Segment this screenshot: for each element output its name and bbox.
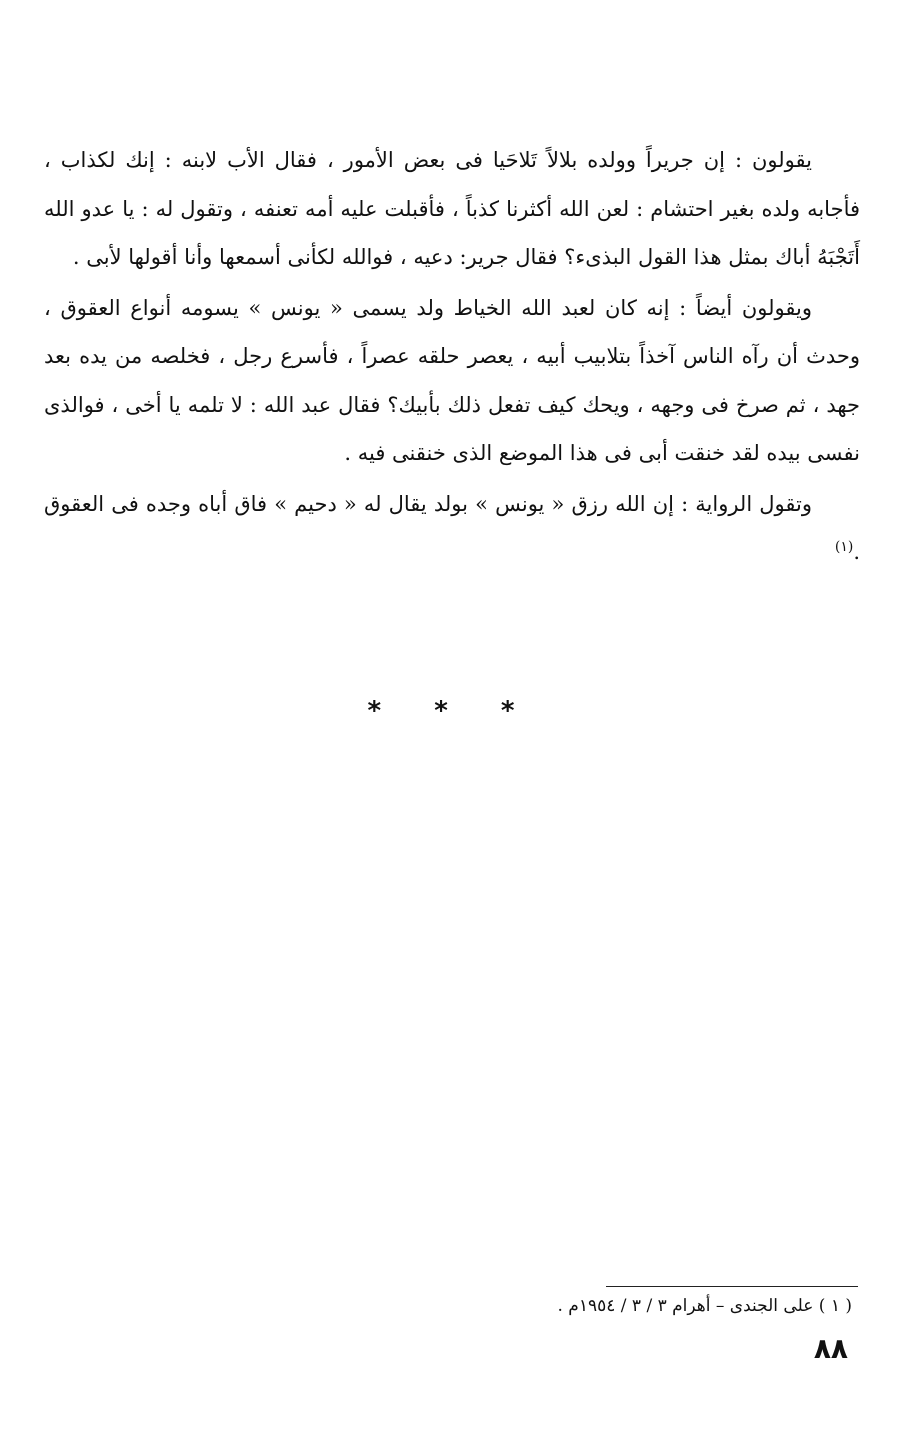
paragraph-abdullah-alkhayyat: ويقولون أيضاً : إنه كان لعبد الله الخياط ولد يسمى « يونس » يسومه أنواع العقوق ، وحدث أن رآه الناس آخذاً بتلابيب أبيه ، يعصر حلقه عصراً ، فأسرع رجل ، فخلصه من يده بعد جهد ، ثم صرخ فى وجهه ، ويحك كيف تفعل ذلك بأبيك؟ فقال عبد الله : لا تلمه يا أخى ، فوالذى نفسى بيده لقد خنقت أبى فى هذا الموضع الذى خنقنى فيه . [44,295,860,465]
footnote-divider [606,1286,858,1287]
paragraph-riwaya-text: وتقول الرواية : إن الله رزق « يونس » بولد يقال له « دحيم » فاق أباه وجده فى العقوق . [44,491,860,564]
section-separator: * * * [367,696,537,726]
body-text [44,136,860,577]
footnote-reference[interactable]: (١) [834,539,854,555]
paragraph-riwaya [44,480,860,577]
page-number: ٨٨ [813,1332,848,1365]
paragraph-jarir: يقولون : إن جريراً وولده بلالاً تَلاحَيا فى بعض الأمور ، فقال الأب لابنه : إنك لكذاب ، فأجابه ولده بغير احتشام : لعن الله أكثرنا كذباً ، فأقبلت عليه أمه تعنفه ، وتقول له : يا عدو الله أَتَجْبَهُ أباك بمثل هذا القول البذىء؟ فقال جرير: دعيه ، فوالله لكأنى أسمعها وأنا أقولها لأبى . [44,148,860,269]
footnote: ( ١ ) على الجندى – أهرام ٣ / ٣ / ١٩٥٤م . [557,1296,852,1316]
